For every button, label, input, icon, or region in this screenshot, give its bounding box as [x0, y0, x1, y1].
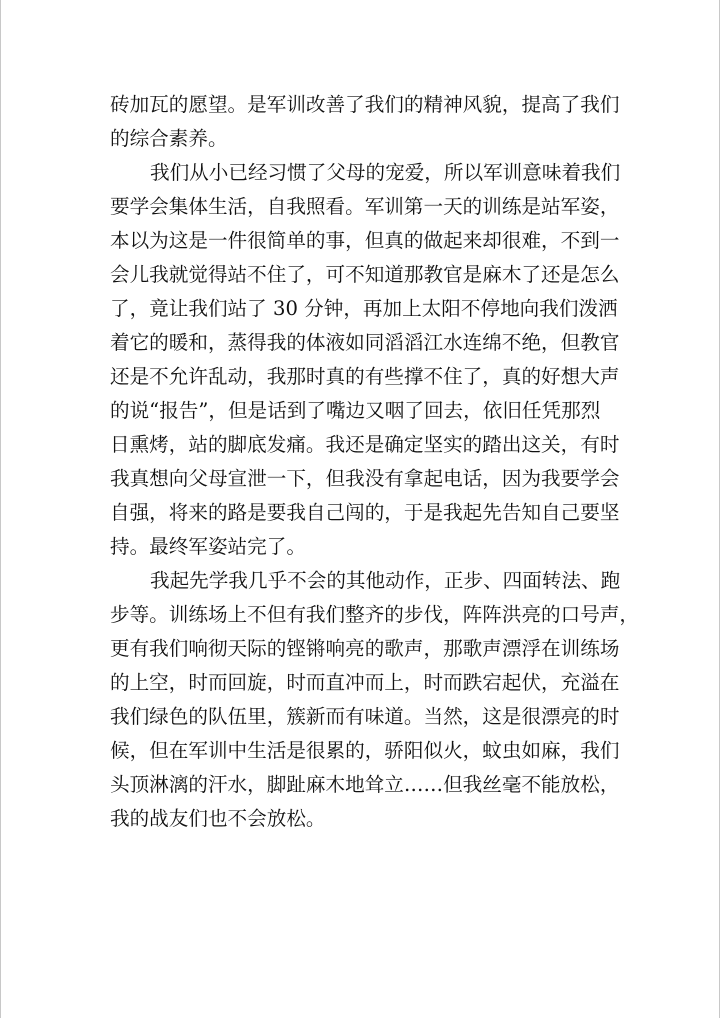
paragraph-first-line: 我起先学我几乎不会的其他动作，正步、四面转法、跑 — [150, 569, 621, 592]
text-line: 要学会集体生活，自我照看。军训第一天的训练是站军姿， — [110, 195, 620, 218]
text-line: 的综合素养。 — [110, 127, 228, 150]
text-line: 我真想向父母宣泄一下，但我没有拿起电话，因为我要学会 — [110, 467, 620, 490]
text-line: 会儿我就觉得站不住了，可不知道那教官是麻木了还是怎么 — [110, 263, 620, 286]
document-body — [110, 88, 640, 836]
paragraph-first-line: 我们从小已经习惯了父母的宠爱，所以军训意味着我们 — [150, 161, 621, 184]
text-line: 日熏烤，站的脚底发痛。我还是确定坚实的踏出这关，有时 — [110, 433, 620, 456]
text-line: 我们绿色的队伍里，簇新而有味道。当然，这是很漂亮的时 — [110, 705, 620, 728]
text-line: 头顶淋漓的汗水，脚趾麻木地耸立……但我丝毫不能放松， — [110, 773, 620, 796]
text-line: 更有我们响彻天际的铿锵响亮的歌声，那歌声漂浮在训练场 — [110, 637, 620, 660]
text-line: 步等。训练场上不但有我们整齐的步伐，阵阵洪亮的口号声， — [110, 603, 640, 626]
text-line: 我的战友们也不会放松。 — [110, 807, 326, 830]
text-line: 持。最终军姿站完了。 — [110, 535, 306, 558]
text-line: 候，但在军训中生活是很累的，骄阳似火，蚊虫如麻，我们 — [110, 739, 620, 762]
text-line: 的说“报告”，但是话到了嘴边又咽了回去，依旧任凭那烈 — [110, 399, 601, 422]
text-line: 本以为这是一件很简单的事，但真的做起来却很难，不到一 — [110, 229, 620, 252]
text-line: 还是不允许乱动，我那时真的有些撑不住了，真的好想大声 — [110, 365, 620, 388]
text-line: 自强，将来的路是要我自己闯的，于是我起先告知自己要坚 — [110, 501, 620, 524]
text-line: 的上空，时而回旋，时而直冲而上，时而跌宕起伏，充溢在 — [110, 671, 620, 694]
text-line: 砖加瓦的愿望。是军训改善了我们的精神风貌，提高了我们 — [110, 93, 620, 116]
text-line: 了，竟让我们站了 30 分钟，再加上太阳不停地向我们泼洒 — [110, 297, 618, 320]
text-line: 着它的暖和，蒸得我的体液如同滔滔江水连绵不绝，但教官 — [110, 331, 620, 354]
